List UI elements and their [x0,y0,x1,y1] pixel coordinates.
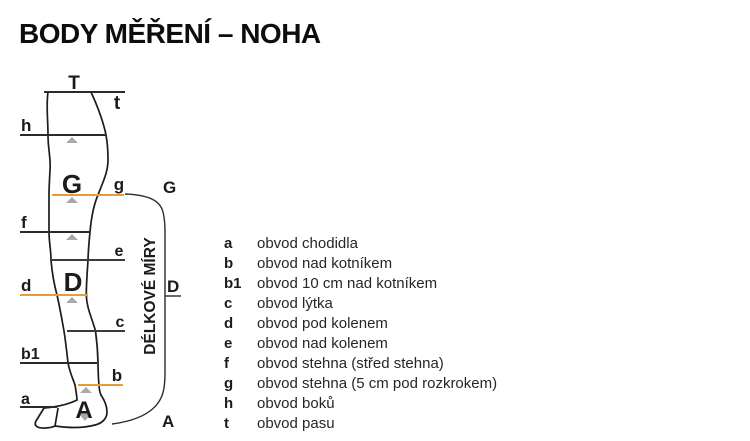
length-measures-axis-label: DÉLKOVÉ MÍRY [142,237,159,355]
legend-label: obvod chodidla [257,234,358,252]
legend-label: obvod pasu [257,414,335,432]
legend-item-b1 [224,273,497,293]
mark-label-A: A [75,397,93,424]
bracket-label-D: D [167,277,180,296]
legend-item-t [224,413,497,433]
legend-label: obvod boků [257,394,335,412]
marker-triangle-up-b [80,387,92,393]
mark-label-T: T [68,73,80,94]
mark-label-f: f [21,213,27,232]
mark-label-e: e [114,243,124,260]
marker-triangle-up-f [66,234,78,240]
legend-key: c [224,294,233,312]
mark-label-g: g [113,175,125,194]
legend-key: g [224,374,234,392]
legend-item-a [224,233,497,253]
legend-key: a [224,234,233,252]
mark-label-G: G [61,169,83,199]
legend-label: obvod stehna (5 cm pod rozkrokem) [257,374,498,392]
legend-item-f [224,353,497,373]
mark-label-t: t [113,93,121,114]
legend-key: t [224,414,229,432]
legend-item-e [224,333,497,353]
legend [224,233,497,433]
legend-key: b [224,254,234,272]
legend-item-h [224,393,497,413]
legend-key: d [224,314,234,332]
bracket-label-A: A [162,412,175,431]
legend-label: obvod 10 cm nad kotníkem [257,274,438,292]
legend-label: obvod stehna (střed stehna) [257,354,444,372]
legend-key: h [224,394,234,412]
legend-label: obvod nad kolenem [257,334,388,352]
mark-label-c: c [115,314,125,331]
legend-label: obvod lýtka [257,294,333,312]
legend-label: obvod pod kolenem [257,314,388,332]
mark-label-d: d [21,276,32,295]
marker-triangle-up-d [66,297,78,303]
legend-item-d [224,313,497,333]
page-title: BODY MĚŘENÍ – NOHA [19,18,321,49]
marker-triangle-up-h [66,137,78,143]
legend-item-g [224,373,497,393]
mark-label-D: D [63,267,83,297]
leg-outline-right [86,92,108,395]
legend-key: e [224,334,233,352]
legend-key: b1 [224,274,242,292]
mark-label-b: b [111,366,123,385]
mark-label-b1: b1 [21,346,40,363]
mark-label-h: h [21,116,32,135]
bracket-label-G: G [163,178,177,197]
legend-item-b [224,253,497,273]
legend-item-c [224,293,497,313]
foot-toe-divider-line [55,409,58,427]
legend-label: obvod nad kotníkem [257,254,393,272]
mark-label-a: a [21,391,30,408]
legend-key: f [224,354,229,372]
